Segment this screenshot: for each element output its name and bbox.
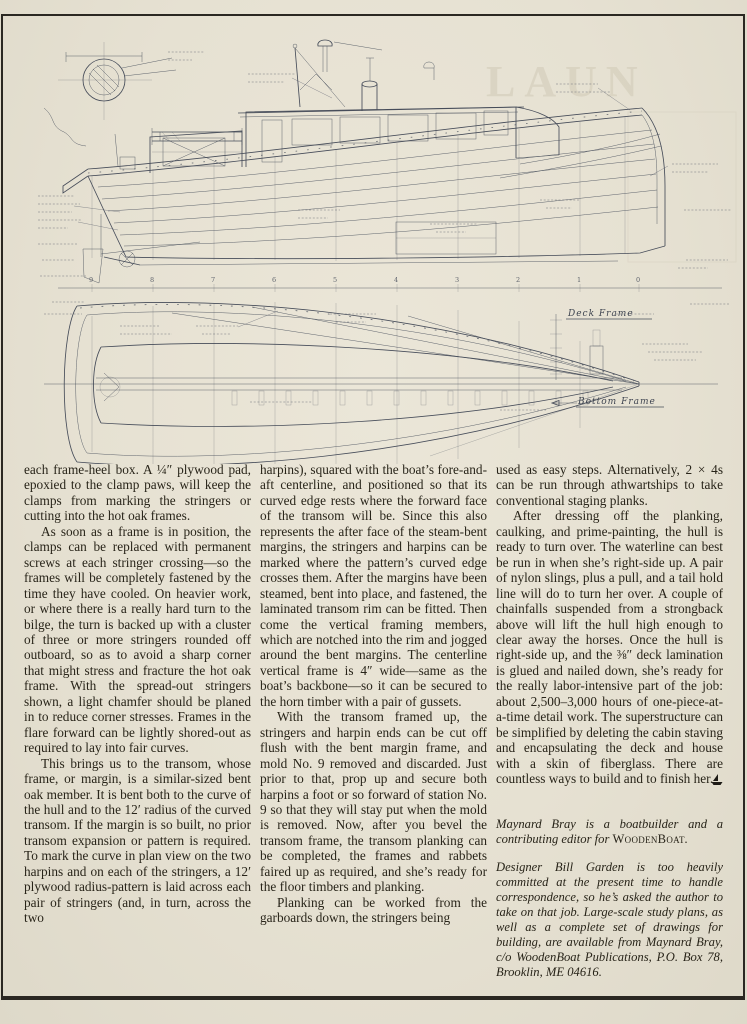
article-column-1 bbox=[24, 462, 251, 996]
boat-construction-drawing bbox=[0, 16, 747, 464]
svg-text:4: 4 bbox=[394, 276, 399, 284]
paragraph: As soon as a frame is in position, the clamps can be replaced with permanent screws at each stringer crossing—so the frames will be completely fastened by the time they have cooled. On heavier work, or where there is a really hard turn to the bilge, the turn is backed up with a cluster of three or more stringers rounded off outboard, so as to avoid a sharp corner that might stress and fracture the hot oak frame. With the spread-out stringers shown, a light chamfer should be planed in to reduce corner stresses. Frames in the flare forward can be lightly shored-out as required to lay into fair curves. bbox=[24, 523, 251, 756]
svg-text:9: 9 bbox=[89, 276, 94, 284]
station-numbers bbox=[89, 276, 640, 284]
bio-period: . bbox=[684, 831, 688, 846]
paragraph: This brings us to the transom, whose frame, or margin, is a similar-sized bent oak member. It is bent both to the curve of the hull and to the 12′ radius of the curved transom. If the margin is so built, no prior transom expansion or pattern is required. To mark the curve in plan view on the two harpins and on each of the stringers, a 12′ plywood radius-pattern is laid across each pair of stringers (and, in turn, across the two bbox=[24, 755, 251, 926]
station-baseline bbox=[58, 284, 722, 292]
paragraph: With the transom framed up, the stringers and harpin ends can be cut off flush with the bent margin frame, and mold No. 9 removed and discarded. Just prior to that, prop up and secure both harpins a foot or so forward of station No. 9 so that they will stay put when the mold is removed. Now, after you bevel the transom frame, the transom planking can be completed, the frames and rabbets faired up as required, and she’s ready for the floor timbers and planking. bbox=[260, 709, 487, 895]
end-of-article-boat-icon bbox=[711, 774, 723, 785]
article-body bbox=[24, 462, 723, 996]
article-column-2 bbox=[260, 462, 487, 996]
svg-text:6: 6 bbox=[272, 276, 277, 284]
svg-text:0: 0 bbox=[636, 276, 641, 284]
paragraph-text: After dressing off the planking, caulking, and prime-painting, the hull is ready to turn over. The waterline can best be run in when she’s right-side up. A pair of nylon slings, plus a pull, and a tail hold line will do to turn her over. A couple of chainfalls suspended from a strongback above will lift the hull high enough to clear away the horses. Once the hull is right-side up, and the ⅜″ deck lamination is glued and nailed down, she’s ready for the really labor-intensive part of the job: about 2,500–3,000 hours of one-piece-at-a-time detail work. The superstructure can be simplified by deleting the cabin staving and encapsulating the deck and house with a skin of fiberglass. There are countless ways to build and to finish her. bbox=[496, 508, 723, 787]
article-column-3 bbox=[496, 462, 723, 996]
svg-text:2: 2 bbox=[516, 276, 521, 284]
deck-frame-label: Deck Frame bbox=[568, 309, 634, 319]
plan-labels bbox=[567, 309, 656, 407]
svg-text:3: 3 bbox=[455, 276, 460, 284]
bottom-frame-label: Bottom Frame bbox=[578, 397, 656, 407]
page-showthrough bbox=[486, 57, 736, 262]
detail-insets bbox=[44, 40, 382, 152]
paragraph bbox=[496, 508, 723, 786]
designer-note: Designer Bill Garden is too heavily committed at the present time to handle correspondence, so he’s asked the author to take on that job. Large-scale study plans, as well as a complete set of drawings for building, are available from Maynard Bray, c/o WoodenBoat Publications, P.O. Box 78, Brooklin, ME 04616. bbox=[496, 859, 723, 979]
author-bio bbox=[496, 817, 723, 847]
svg-text:5: 5 bbox=[333, 276, 338, 284]
journal-name: WoodenBoat bbox=[612, 831, 685, 846]
svg-text:7: 7 bbox=[211, 276, 216, 284]
svg-text:8: 8 bbox=[150, 276, 155, 284]
plan-view bbox=[44, 302, 718, 464]
annotation-leader-lines bbox=[74, 78, 668, 327]
ghost-text: LAUN bbox=[486, 57, 647, 106]
bio-text: Maynard Bray is a boatbuilder and a contributing editor for bbox=[496, 816, 723, 846]
paragraph: Planking can be worked from the garboards down, the stringers being bbox=[260, 894, 487, 926]
paragraph: used as easy steps. Alternatively, 2 × 4s can be run through athwartships to take conventional staging planks. bbox=[496, 462, 723, 508]
svg-text:1: 1 bbox=[577, 276, 582, 284]
paragraph: harpins), squared with the boat’s fore-and-aft centerline, and positioned so that its curved edge rests where the forward face of the transom will be. Since this also represents the after face of the steam-bent margins, the stringers and harpins can be marked where the pattern’s curved edge crosses them. After the margins have been steamed, bent into place, and fastened, the laminated transom rim can be fitted. Then come the vertical framing members, which are notched into the rim and jogged around the bent margins. The centerline vertical frame is 4″ wide—same as the boat’s backbone—so it can be secured to the horn timber with a pair of gussets. bbox=[260, 462, 487, 709]
paragraph: each frame-heel box. A ¼″ plywood pad, epoxied to the clamp paws, will keep the clamps from marking the stringers or cutting into the hot oak frames. bbox=[24, 462, 251, 524]
